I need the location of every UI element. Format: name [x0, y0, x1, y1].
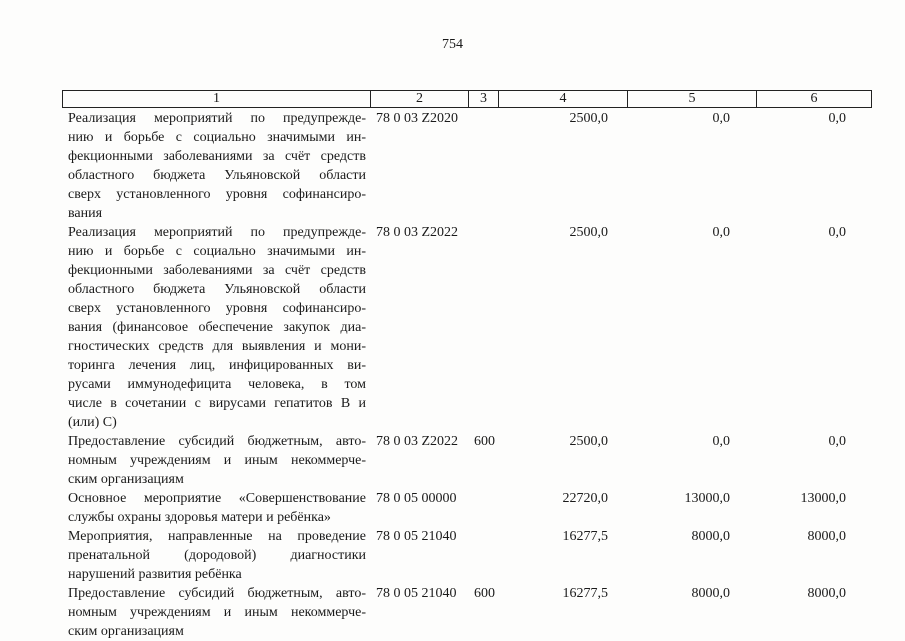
description-line: ским организациям	[68, 624, 184, 639]
description-line: пренатальной (дородовой) диагностики	[68, 548, 366, 563]
column-header-3: 3	[469, 91, 499, 108]
description-line: вания	[68, 206, 103, 221]
description-line: русами иммунодефицита человека, в том	[68, 377, 366, 392]
row-expense-type: 600	[474, 434, 495, 449]
row-description	[68, 584, 366, 641]
row-value-col5: 0,0	[712, 434, 730, 449]
table-row	[0, 527, 905, 584]
row-code: 78 0 05 21040	[376, 586, 457, 601]
row-code: 78 0 05 00000	[376, 491, 457, 506]
column-header-2: 2	[371, 91, 469, 108]
row-description	[68, 432, 366, 489]
description-line: областного бюджета Ульяновской области	[68, 168, 366, 183]
column-header-6: 6	[757, 91, 872, 108]
column-header-4: 4	[499, 91, 628, 108]
row-value-col4: 16277,5	[562, 586, 608, 601]
column-header-5: 5	[628, 91, 757, 108]
column-header-1: 1	[63, 91, 371, 108]
row-value-col4: 2500,0	[569, 225, 608, 240]
table-row	[0, 109, 905, 223]
row-value-col5: 8000,0	[691, 529, 730, 544]
description-line: Реализация мероприятий по предупрежде-	[68, 111, 366, 126]
description-line: Предоставление субсидий бюджетным, авто-	[68, 586, 366, 601]
description-line: службы охраны здоровья матери и ребёнка»	[68, 510, 331, 525]
row-expense-type: 600	[474, 586, 495, 601]
description-line: Реализация мероприятий по предупрежде-	[68, 225, 366, 240]
description-line: нию и борьбе с социально значимыми ин-	[68, 244, 366, 259]
description-line: числе в сочетании с вирусами гепатитов B и	[68, 396, 366, 411]
row-value-col4: 2500,0	[569, 434, 608, 449]
row-description	[68, 109, 366, 223]
row-description	[68, 527, 366, 584]
description-line: номным учреждениям и иным некоммерче-	[68, 453, 366, 468]
description-line: гностических средств для выявления и мони-	[68, 339, 366, 354]
row-description	[68, 489, 366, 527]
description-line: фекционными заболеваниями за счёт средств	[68, 149, 366, 164]
page-number: 754	[442, 37, 463, 52]
description-line: областного бюджета Ульяновской области	[68, 282, 366, 297]
description-line: (или) C)	[68, 415, 117, 430]
table-row	[0, 223, 905, 432]
row-code: 78 0 03 Z2022	[376, 434, 459, 449]
row-value-col4: 16277,5	[562, 529, 608, 544]
row-value-col4: 22720,0	[562, 491, 608, 506]
row-value-col6: 13000,0	[800, 491, 846, 506]
description-line: сверх установленного уровня софинансиро-	[68, 301, 366, 316]
row-value-col5: 8000,0	[691, 586, 730, 601]
row-value-col6: 0,0	[828, 225, 846, 240]
description-line: ским организациям	[68, 472, 184, 487]
row-value-col6: 8000,0	[807, 586, 846, 601]
row-value-col5: 0,0	[712, 111, 730, 126]
table-row	[0, 584, 905, 641]
description-line: торинга лечения лиц, инфицированных ви-	[68, 358, 366, 373]
row-code: 78 0 03 Z2020	[376, 111, 459, 126]
description-line: Мероприятия, направленные на проведение	[68, 529, 366, 544]
row-code: 78 0 05 21040	[376, 529, 457, 544]
description-line: нию и борьбе с социально значимыми ин-	[68, 130, 366, 145]
row-value-col6: 0,0	[828, 434, 846, 449]
description-line: нарушений развития ребёнка	[68, 567, 242, 582]
row-description	[68, 223, 366, 432]
row-value-col4: 2500,0	[569, 111, 608, 126]
description-line: фекционными заболеваниями за счёт средств	[68, 263, 366, 278]
row-value-col5: 0,0	[712, 225, 730, 240]
description-line: Предоставление субсидий бюджетным, авто-	[68, 434, 366, 449]
column-header-table	[62, 90, 872, 108]
description-line: Основное мероприятие «Совершенствование	[68, 491, 366, 506]
budget-table-body	[0, 109, 905, 641]
description-line: сверх установленного уровня софинансиро-	[68, 187, 366, 202]
table-row	[0, 489, 905, 527]
row-value-col6: 0,0	[828, 111, 846, 126]
row-code: 78 0 03 Z2022	[376, 225, 459, 240]
row-value-col5: 13000,0	[684, 491, 730, 506]
description-line: номным учреждениям и иным некоммерче-	[68, 605, 366, 620]
row-value-col6: 8000,0	[807, 529, 846, 544]
table-row	[0, 432, 905, 489]
description-line: вания (финансовое обеспечение закупок диа-	[68, 320, 366, 335]
